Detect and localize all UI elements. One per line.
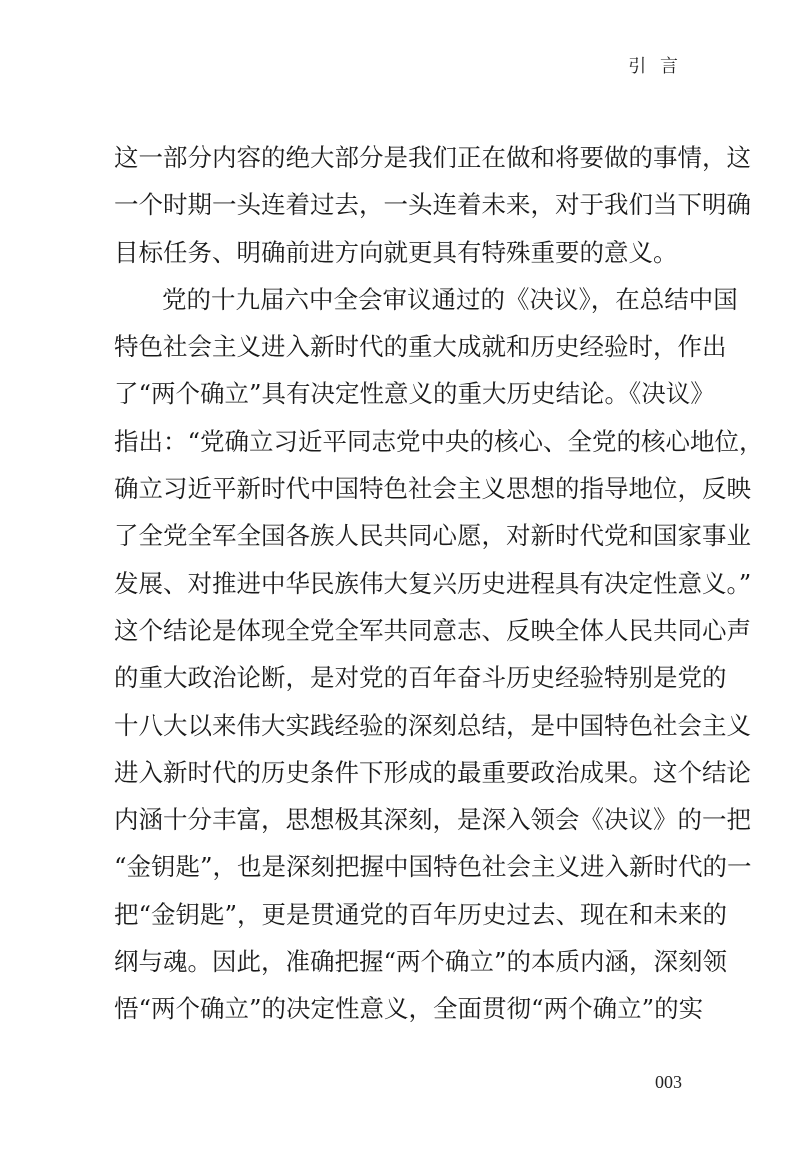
text-line: 悟“两个确立”的决定性意义，全面贯彻“两个确立”的实 [114,994,704,1024]
body-text [114,134,764,1033]
text-line: 目标任务、明确前进方向就更具有特殊重要的意义。 [114,237,678,267]
text-line: 十八大以来伟大实践经验的深刻总结，是中国特色社会主义 [114,710,751,740]
running-header: 引 言 [628,56,682,77]
text-line: 了全党全军全国各族人民共同心愿，对新时代党和国家事业 [114,521,751,551]
text-line: 的重大政治论断，是对党的百年奋斗历史经验特别是党的 [114,663,727,693]
text-line: 特色社会主义进入新时代的重大成就和历史经验时，作出 [114,332,727,362]
text-line: 党的十九届六中全会审议通过的《决议》，在总结中国 [162,284,738,314]
page-number: 003 [655,1072,682,1092]
text-line: 纲与魂。因此，准确把握“两个确立”的本质内涵，深刻领 [114,947,728,977]
text-line: 这一部分内容的绝大部分是我们正在做和将要做的事情，这 [114,143,751,172]
text-line: 这个结论是体现全党全军共同意志、反映全体人民共同心声 [114,615,751,645]
text-line: 一个时期一头连着过去，一头连着未来，对于我们当下明确 [114,190,751,220]
text-line: 进入新时代的历史条件下形成的最重要政治成果。这个结论 [114,757,751,787]
text-line: 内涵十分丰富，思想极其深刻，是深入领会《决议》的一把 [114,805,751,835]
text-line: 指出：“党确立习近平同志党中央的核心、全党的核心地位， [114,426,764,456]
text-line: 发展、对推进中华民族伟大复兴历史进程具有决定性意义。” [114,568,752,598]
text-line: “金钥匙”，也是深刻把握中国特色社会主义进入新时代的一 [114,852,752,882]
text-line: 把“金钥匙”，更是贯通党的百年历史过去、现在和未来的 [114,899,728,929]
text-line: 了“两个确立”具有决定性意义的重大历史结论。《决议》 [114,379,715,409]
text-line: 确立习近平新时代中国特色社会主义思想的指导地位，反映 [114,474,751,504]
